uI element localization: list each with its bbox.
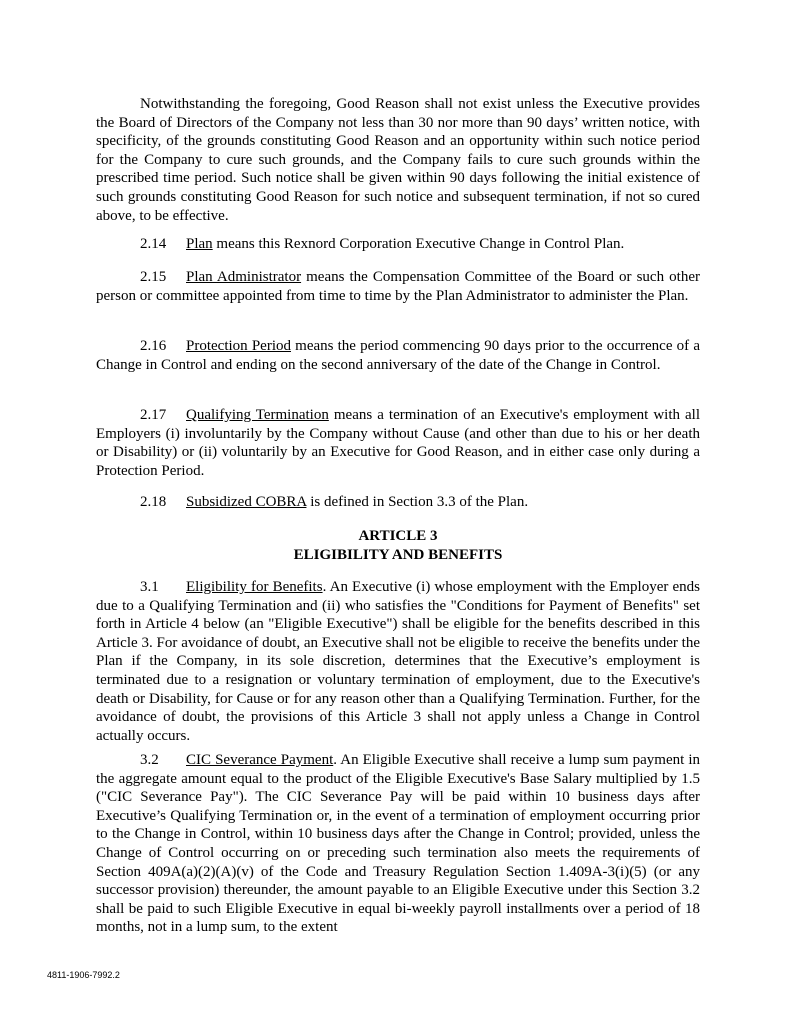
defined-term: CIC Severance Payment xyxy=(186,752,334,768)
section-2-18 xyxy=(96,493,700,512)
section-text: is defined in Section 3.3 of the Plan. xyxy=(306,494,529,510)
article-3-heading xyxy=(96,527,700,564)
paragraph-text: Notwithstanding the foregoing, Good Reason shall not exist unless the Executive provides the Board of Directors of the Company not less than 30 nor more than 90 days’ written notice, with specificity, of the grounds constituting Good Reason and an opportunity within such notice period for the Company to cure such grounds, and the Company fails to cure such grounds within the prescribed time period. Such notice shall be given within 90 days following the initial existence of such grounds constituting Good Reason for such notice and subsequent termination, if not so cured above, to be effective. xyxy=(96,96,700,224)
section-2-15 xyxy=(96,268,700,305)
good-reason-notice-paragraph xyxy=(96,95,700,225)
section-3-1 xyxy=(96,578,700,745)
section-text: means this Rexnord Corporation Executive Change in Control Plan. xyxy=(212,236,625,252)
section-number: 2.16 xyxy=(140,338,167,354)
section-number: 3.2 xyxy=(140,752,159,768)
defined-term: Subsidized COBRA xyxy=(186,494,307,510)
section-text: means a termination of an Executive's employment with all Employers (i) involuntarily by the Company without Cause (and other than due to his or her death or Disability) or (ii) voluntarily by an Executive for Good Reason, and in either case only during a Protection Period. xyxy=(96,407,701,479)
section-text: . An Executive (i) whose employment with the Employer ends due to a Qualifying Termination and (ii) who satisfies the "Conditions for Payment of Benefits" set forth in Article 4 below (an "Eligible Executive") shall be eligible for the benefits described in this Article 3. For avoidance of doubt, an Executive shall not be eligible to receive the benefits under the Plan if the Company, in its sole discretion, determines that the Executive’s employment is terminated due to a resignation or voluntary termination of employment, due to the Executive's death or Disability, for Cause or for any reason other than a Qualifying Termination. Further, for the avoidance of doubt, the provisions of this Article 3 shall not apply unless a Change in Control actually occurs. xyxy=(96,579,700,744)
section-number: 3.1 xyxy=(140,579,159,595)
article-title: ELIGIBILITY AND BENEFITS xyxy=(293,546,503,563)
section-number: 2.15 xyxy=(140,269,167,285)
defined-term: Qualifying Termination xyxy=(186,407,329,423)
section-text: means the Compensation Committee of the Board or such other person or committee appointed from time to time by the Plan Administrator to administer the Plan. xyxy=(96,269,700,304)
section-2-14 xyxy=(96,235,700,254)
section-3-2 xyxy=(96,751,700,937)
defined-term: Plan Administrator xyxy=(186,269,302,285)
section-2-16 xyxy=(96,337,700,374)
document-id-footer: 4811-1906-7992.2 xyxy=(47,970,120,980)
defined-term: Plan xyxy=(186,236,213,252)
section-number: 2.17 xyxy=(140,407,167,423)
defined-term: Protection Period xyxy=(186,338,291,354)
section-number: 2.18 xyxy=(140,494,167,510)
section-2-17 xyxy=(96,406,700,480)
defined-term: Eligibility for Benefits xyxy=(186,579,323,595)
section-number: 2.14 xyxy=(140,236,167,252)
section-text: means the period commencing 90 days prior to the occurrence of a Change in Control and ending on the second anniversary of the date of the Change in Control. xyxy=(96,338,700,373)
section-text: . An Eligible Executive shall receive a lump sum payment in the aggregate amount equal to the product of the Eligible Executive's Base Salary multiplied by 1.5 ("CIC Severance Pay"). The CIC Severance Pay will be paid within 10 business days after Executive’s Qualifying Termination or, in the event of a termination of employment occurring prior to the Change in Control, within 10 business days after the Change in Control; provided, unless the Change of Control occurring on or preceding such termination also meets the requirements of Section 409A(a)(2)(A)(v) of the Code and Treasury Regulation Section 1.409A-3(i)(5) (or any successor provision) thereunder, the amount payable to an Eligible Executive under this Section 3.2 shall be paid to such Eligible Executive in equal bi-weekly payroll installments over a period of 18 months, not in a lump sum, to the extent xyxy=(96,752,701,936)
article-number: ARTICLE 3 xyxy=(358,528,438,544)
